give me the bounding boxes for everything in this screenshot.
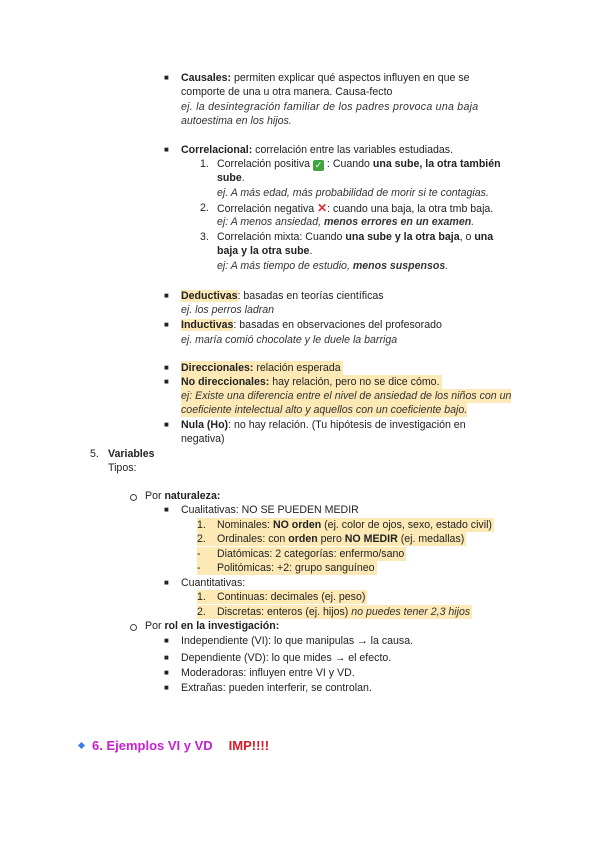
item-bold: sube xyxy=(217,172,242,184)
bullet-circle-icon xyxy=(130,624,137,631)
cross-mark-icon: ✕ xyxy=(317,201,328,215)
list-number: 1. xyxy=(197,591,206,603)
heading-text: Por xyxy=(145,620,165,632)
list-dash: - xyxy=(197,562,201,574)
bullet-square-icon: ■ xyxy=(164,683,169,692)
list-number: 5. xyxy=(90,448,99,460)
list-number: 2. xyxy=(197,533,206,545)
heading-bold: naturaleza: xyxy=(164,490,221,502)
variables-title: Variables xyxy=(108,448,155,460)
item-bold: NO orden xyxy=(272,519,322,531)
causales-text-2: comporte de una u otra manera. Causa-fecto xyxy=(181,86,393,98)
correlacion-negativa-example xyxy=(217,215,474,229)
item-text: Correlación negativa xyxy=(217,203,318,215)
item-text: Politómicas: +2: grupo sanguíneo xyxy=(217,562,375,574)
deductivas-label: Deductivas xyxy=(181,290,238,302)
list-number: 1. xyxy=(197,519,206,531)
nula-text-2: negativa) xyxy=(181,433,225,445)
list-number: 2. xyxy=(200,202,209,214)
section-6-title: 6. Ejemplos VI y VD xyxy=(92,738,213,753)
inductivas-text: : basadas en observaciones del profesorado xyxy=(233,319,442,331)
inductivas-line xyxy=(181,318,442,332)
correlacion-positiva-2 xyxy=(217,171,245,185)
item-text: Correlación mixta: Cuando xyxy=(217,231,346,243)
bullet-square-icon: ■ xyxy=(164,363,169,372)
example-bold: menos errores en un examen xyxy=(323,216,472,228)
section-6-imp: IMP!!!! xyxy=(228,738,270,753)
no-direccionales-text: hay relación, pero no se dice cómo. xyxy=(269,376,440,388)
item-text: (ej. color de ojos, sexo, estado civil) xyxy=(321,519,492,531)
rol-heading xyxy=(145,619,279,633)
bullet-square-icon: ■ xyxy=(164,505,169,514)
bullet-square-icon: ■ xyxy=(164,73,169,82)
bullet-square-icon: ■ xyxy=(164,291,169,300)
correlacion-mixta xyxy=(217,230,493,244)
direccionales-line xyxy=(181,361,343,375)
causales-example-1: ej. la desintegración familiar de los padres provoca una baja xyxy=(181,101,479,113)
correlacion-positiva-example: ej. A más edad, más probabilidad de morir si te contagias. xyxy=(217,187,489,199)
bullet-circle-icon xyxy=(130,494,137,501)
rol-item: Moderadoras: influyen entre VI y VD. xyxy=(181,667,355,679)
no-direccionales-example-1: ej: Existe una diferencia entre el nivel de ansiedad de los niños con un xyxy=(181,390,512,402)
correlacional-label: Correlacional: xyxy=(181,144,253,156)
item-bold: una sube y la otra baja xyxy=(345,231,460,243)
diamond-bullet-icon xyxy=(78,742,85,749)
nula-line xyxy=(181,418,527,432)
nominales-line xyxy=(197,518,494,532)
example-text: . xyxy=(471,216,475,228)
nula-label: Nula (Ho) xyxy=(181,419,229,431)
deductivas-line xyxy=(181,289,384,303)
rol-item: Dependiente (VD): lo que mides → el efecto. xyxy=(181,652,392,664)
list-number: 3. xyxy=(200,231,209,243)
no-direccionales-example-2: coeficiente intelectual alto y aquellos con un coeficiente bajo. xyxy=(181,404,468,416)
causales-label: Causales: xyxy=(181,72,232,84)
direccionales-text: relación esperada xyxy=(253,362,341,374)
item-bold: orden xyxy=(288,533,318,545)
item-bold: baja y la otra sube xyxy=(217,245,310,257)
correlacion-negativa xyxy=(217,201,493,216)
list-dash: - xyxy=(197,548,201,560)
heading-bold: rol en la investigación: xyxy=(164,620,280,632)
item-text: Ordinales: con xyxy=(217,533,289,545)
correlacion-mixta-example xyxy=(217,259,448,273)
inductivas-example: ej. maría comió chocolate y le duele la barriga xyxy=(181,334,398,346)
bullet-square-icon: ■ xyxy=(164,578,169,587)
heading-text: Por xyxy=(145,490,165,502)
bullet-square-icon: ■ xyxy=(164,320,169,329)
item-text: Correlación positiva xyxy=(217,158,313,170)
item-italic: no puedes tener 2,3 hijos xyxy=(351,606,471,618)
cuantitativas: Cuantitativas: xyxy=(181,577,246,589)
discretas-line xyxy=(197,605,472,619)
ordinales-line xyxy=(197,532,466,546)
example-text: ej: A menos ansiedad, xyxy=(217,216,324,228)
example-text: . xyxy=(445,260,449,272)
bullet-square-icon: ■ xyxy=(164,636,169,645)
bullet-square-icon: ■ xyxy=(164,653,169,662)
item-text: , o xyxy=(459,231,475,243)
bullet-square-icon: ■ xyxy=(164,420,169,429)
list-number: 1. xyxy=(200,158,209,170)
correlacional-text: correlación entre las variables estudiadas. xyxy=(252,144,454,156)
bullet-square-icon: ■ xyxy=(164,145,169,154)
item-bold: una xyxy=(474,231,494,243)
item-text: : cuando una baja, la otra tmb baja. xyxy=(327,203,494,215)
causales-text: permiten explicar qué aspectos influyen en que se xyxy=(231,72,470,84)
item-text: Continuas: decimales (ej. peso) xyxy=(217,591,366,603)
naturaleza-heading xyxy=(145,489,220,503)
check-mark-icon: ✓ xyxy=(314,160,323,170)
correlacional-line xyxy=(181,143,453,157)
no-direccionales-label: No direccionales: xyxy=(181,376,270,388)
rol-item: Extrañas: pueden interferir, se controlan. xyxy=(181,682,372,694)
item-text: . xyxy=(309,245,313,257)
section-6-heading xyxy=(92,738,269,753)
example-bold: menos suspensos xyxy=(352,260,446,272)
item-text: Discretas: enteros (ej. hijos) xyxy=(217,606,352,618)
continuas-line xyxy=(197,590,367,604)
inductivas-label: Inductivas xyxy=(181,319,234,331)
deductivas-text: : basadas en teorías científicas xyxy=(237,290,384,302)
item-text: : Cuando xyxy=(323,158,373,170)
item-text: Nominales: xyxy=(217,519,273,531)
item-text: . xyxy=(241,172,245,184)
no-direccionales-line xyxy=(181,375,442,389)
nula-text: : no hay relación. (Tu hipótesis de investigación en xyxy=(228,419,466,431)
item-text: Diatómicas: 2 categorías: enfermo/sano xyxy=(217,548,405,560)
list-number: 2. xyxy=(197,606,206,618)
direccionales-label: Direccionales: xyxy=(181,362,254,374)
variables-tipos: Tipos: xyxy=(108,462,137,474)
bullet-square-icon: ■ xyxy=(164,668,169,677)
item-text: pero xyxy=(317,533,345,545)
diatomicas-line xyxy=(197,547,406,561)
bullet-square-icon: ■ xyxy=(164,377,169,386)
correlacion-positiva xyxy=(217,157,501,171)
item-bold: NO MEDIR xyxy=(344,533,398,545)
item-bold: una sube, la otra también xyxy=(372,158,501,170)
cualitativas: Cualitativas: NO SE PUEDEN MEDIR xyxy=(181,504,359,516)
example-text: ej: A más tiempo de estudio, xyxy=(217,260,353,272)
deductivas-example: ej. los perros ladran xyxy=(181,304,275,316)
causales-line xyxy=(181,71,527,85)
item-text: (ej. medallas) xyxy=(397,533,465,545)
rol-item: Independiente (VI): lo que manipulas → la causa. xyxy=(181,635,414,647)
correlacion-mixta-2 xyxy=(217,244,312,258)
politomicas-line xyxy=(197,561,377,575)
causales-example-2: autoestima en los hijos. xyxy=(181,115,292,127)
